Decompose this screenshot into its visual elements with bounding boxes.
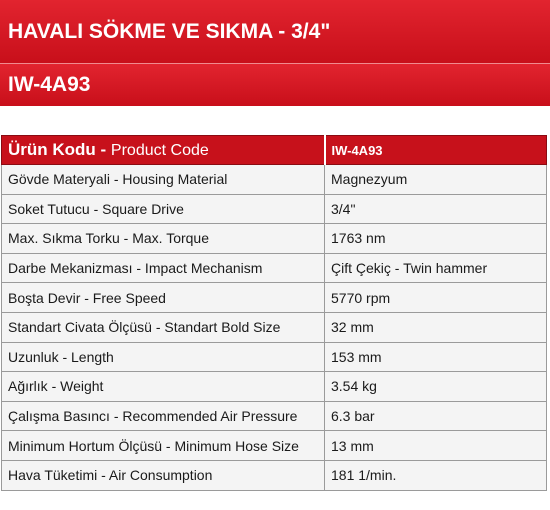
table-row <box>2 194 547 224</box>
spec-label: Hava Tüketimi - Air Consumption <box>2 460 325 490</box>
spec-value: 3.54 kg <box>325 372 547 402</box>
spec-table-header <box>2 136 547 165</box>
table-row <box>2 372 547 402</box>
spec-table <box>1 135 547 491</box>
spec-value: 32 mm <box>325 312 547 342</box>
spec-value: 13 mm <box>325 431 547 461</box>
spec-label: Ağırlık - Weight <box>2 372 325 402</box>
header-label-tr: Ürün Kodu - <box>8 140 111 159</box>
table-row <box>2 224 547 254</box>
spec-value: 6.3 bar <box>325 401 547 431</box>
table-row <box>2 460 547 490</box>
header-label-cell <box>2 136 325 165</box>
table-row <box>2 253 547 283</box>
header-label-en: Product Code <box>110 142 209 159</box>
table-row <box>2 283 547 313</box>
model-code: IW-4A93 <box>8 73 91 96</box>
table-row <box>2 312 547 342</box>
spec-value: 5770 rpm <box>325 283 547 313</box>
table-row <box>2 165 547 195</box>
table-row <box>2 401 547 431</box>
header-code-cell <box>325 136 547 165</box>
spec-value: Magnezyum <box>325 165 547 195</box>
header-code: IW-4A93 <box>331 143 383 158</box>
spec-label: Max. Sıkma Torku - Max. Torque <box>2 224 325 254</box>
spec-label: Uzunluk - Length <box>2 342 325 372</box>
product-title: HAVALI SÖKME VE SIKMA - 3/4" <box>8 19 331 43</box>
model-banner <box>0 64 550 106</box>
spec-label: Darbe Mekanizması - Impact Mechanism <box>2 253 325 283</box>
spec-label: Soket Tutucu - Square Drive <box>2 194 325 224</box>
spec-label: Gövde Materyali - Housing Material <box>2 165 325 195</box>
spec-label: Boşta Devir - Free Speed <box>2 283 325 313</box>
spec-label: Standart Civata Ölçüsü - Standart Bold Size <box>2 312 325 342</box>
spec-label: Minimum Hortum Ölçüsü - Minimum Hose Size <box>2 431 325 461</box>
spec-value: 3/4" <box>325 194 547 224</box>
spec-value: 153 mm <box>325 342 547 372</box>
product-title-banner <box>0 0 550 63</box>
table-row <box>2 431 547 461</box>
spec-value: Çift Çekiç - Twin hammer <box>325 253 547 283</box>
spec-value: 181 1/min. <box>325 460 547 490</box>
spec-label: Çalışma Basıncı - Recommended Air Pressure <box>2 401 325 431</box>
spec-value: 1763 nm <box>325 224 547 254</box>
table-row <box>2 342 547 372</box>
